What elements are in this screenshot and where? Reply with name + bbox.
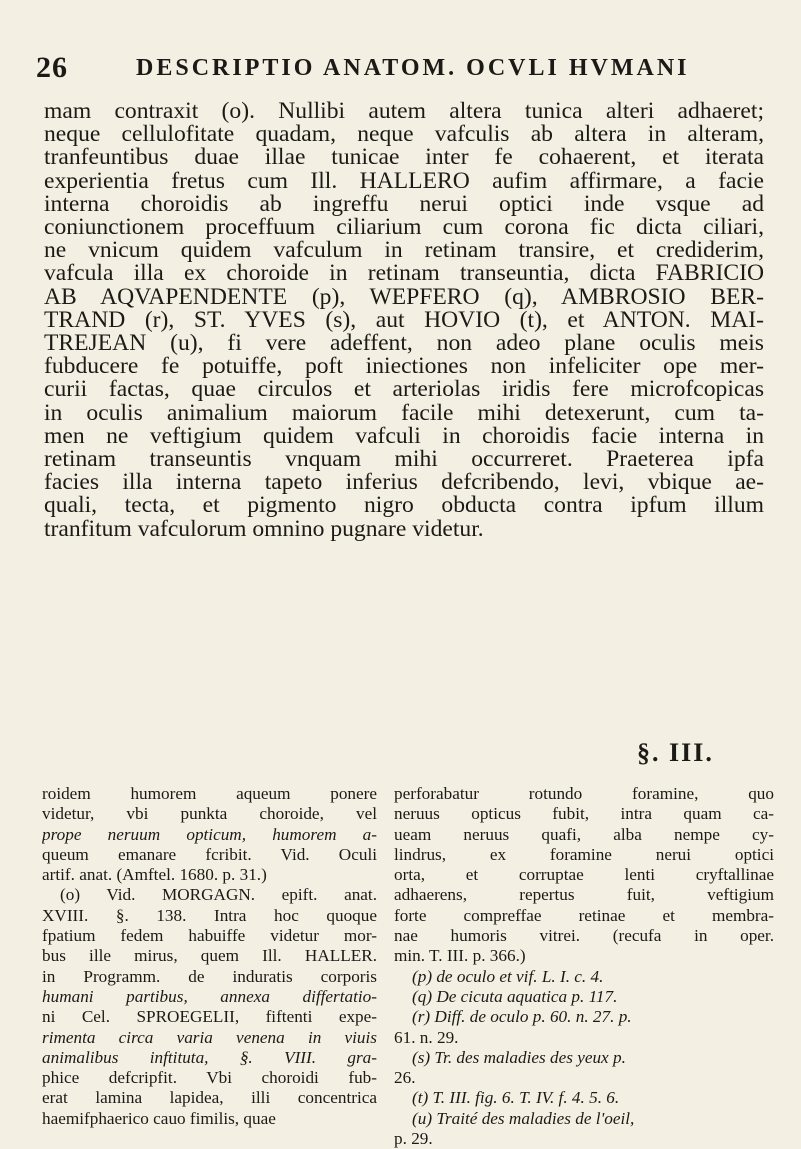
footnote-line: orta, et corruptae lenti cryftallinae xyxy=(394,865,774,885)
footnotes-left-column xyxy=(42,784,377,1129)
footnote-line: (t) T. III. fig. 6. T. IV. f. 4. 5. 6. xyxy=(412,1088,620,1108)
footnote-line: perforabatur rotundo foramine, quo xyxy=(394,784,774,803)
text-line: vafcula illa ex choroide in retinam transeuntia, dicta FABRICIO xyxy=(44,262,764,286)
footnote-line: forte compreffae retinae et membra- xyxy=(394,905,774,925)
section-heading: §. III. xyxy=(637,738,714,767)
text-line: fubducere fe potuiffe, poft iniectiones non infeliciter ope mer- xyxy=(44,355,764,379)
footnote-line: 26. xyxy=(394,1068,416,1088)
text-line: men ne veftigium quidem vafculi in choroidis facie interna in xyxy=(44,424,764,449)
footnote-line: haemifphaerico cauo fimilis, quae xyxy=(42,1108,276,1128)
footnote-line: (o) Vid. MORGAGN. epift. anat. xyxy=(60,885,377,905)
text-line: tranfeuntibus duae illae tunicae inter fe cohaerent, et iterata xyxy=(44,146,764,170)
footnote-line: 61. n. 29. xyxy=(394,1027,459,1047)
footnote-line: (u) Traité des maladies de l'oeil, xyxy=(412,1108,635,1128)
footnote-line: bus ille mirus, quem Ill. HALLER. xyxy=(42,946,377,966)
text-line: interna choroidis ab ingreffu nerui optici inde vsque ad xyxy=(44,192,764,217)
footnotes-right-column xyxy=(394,784,774,1149)
text-line: AB AQVAPENDENTE (p), WEPFERO (q), AMBROSIO BER- xyxy=(44,285,764,309)
footnote-line: queum emanare fcribit. Vid. Oculi xyxy=(42,844,377,864)
text-line: quali, tecta, et pigmento nigro obducta contra ipfum illum xyxy=(44,494,764,518)
text-line: neque cellulofitate quadam, neque vafculis ab altera in alteram, xyxy=(44,123,764,147)
footnote-line: (s) Tr. des maladies des yeux p. xyxy=(412,1047,626,1067)
footnote-line: fpatium fedem habuiffe videtur mor- xyxy=(42,926,377,946)
text-line: coniunctionem proceffuum ciliarium cum corona fic dicta ciliari, xyxy=(44,216,764,240)
footnote-line: (r) Diff. de oculo p. 60. n. 27. p. xyxy=(412,1007,632,1027)
footnote-line: neruus opticus fubit, intra quam ca- xyxy=(394,804,774,824)
text-line: curii factas, quae circulos et arteriolas iridis fere microfcopicas xyxy=(44,378,764,402)
footnote-line: erat lamina lapidea, illi concentrica xyxy=(42,1088,377,1108)
footnote-line: min. T. III. p. 366.) xyxy=(394,946,526,966)
footnote-line: roidem humorem aqueum ponere xyxy=(42,784,377,803)
footnote-line: videtur, vbi punkta choroide, vel xyxy=(42,804,377,824)
text-line: tranfitum vafculorum omnino pugnare videtur. xyxy=(44,517,484,541)
text-line: ne vnicum quidem vafculum in retinam transire, et crediderim, xyxy=(44,239,764,263)
text-line: TREJEAN (u), fi vere adeffent, non adeo plane oculis meis xyxy=(44,332,764,356)
footnote-line: XVIII. §. 138. Intra hoc quoque xyxy=(42,905,377,925)
footnote-line: rimenta circa varia venena in viuis xyxy=(42,1027,377,1047)
footnote-line: phice defcripfit. Vbi choroidi fub- xyxy=(42,1068,377,1088)
footnote-line: ueam neruus quafi, alba nempe cy- xyxy=(394,824,774,844)
footnote-line: p. 29. xyxy=(394,1129,433,1149)
footnote-line: animalibus inftituta, §. VIII. gra- xyxy=(42,1047,377,1067)
main-paragraph xyxy=(44,100,764,541)
text-line: facies illa interna tapeto inferius defcribendo, levi, vbique ae- xyxy=(44,471,764,495)
footnote-line: (p) de oculo et vif. L. I. c. 4. xyxy=(412,966,604,986)
footnote-line: in Programm. de induratis corporis xyxy=(42,966,377,986)
footnote-line: lindrus, ex foramine nerui optici xyxy=(394,844,774,864)
text-line: experientia fretus cum Ill. HALLERO aufim affirmare, a facie xyxy=(44,169,764,193)
running-head: DESCRIPTIO ANATOM. OCVLI HVMANI xyxy=(136,54,690,81)
footnote-line: (q) De cicuta aquatica p. 117. xyxy=(412,986,618,1006)
text-line: TRAND (r), ST. YVES (s), aut HOVIO (t), et ANTON. MAI- xyxy=(44,308,764,333)
footnote-line: artif. anat. (Amftel. 1680. p. 31.) xyxy=(42,865,267,885)
footnote-line: humani partibus, annexa differtatio- xyxy=(42,986,377,1006)
text-line: retinam transeuntis vnquam mihi occurreret. Praeterea ipfa xyxy=(44,448,764,472)
page-header xyxy=(36,48,781,88)
text-line: mam contraxit (o). Nullibi autem altera tunica alteri adhaeret; xyxy=(44,100,764,124)
page-number: 26 xyxy=(36,51,68,84)
footnote-line: adhaerens, repertus fuit, veftigium xyxy=(394,885,774,905)
footnote-line: nae humoris vitrei. (recufa in oper. xyxy=(394,926,774,946)
footnote-line: ni Cel. SPROEGELII, fiftenti expe- xyxy=(42,1007,377,1027)
text-line: in oculis animalium maiorum facile mihi detexerunt, cum ta- xyxy=(44,401,764,425)
footnote-line: prope neruum opticum, humorem a- xyxy=(42,824,377,844)
